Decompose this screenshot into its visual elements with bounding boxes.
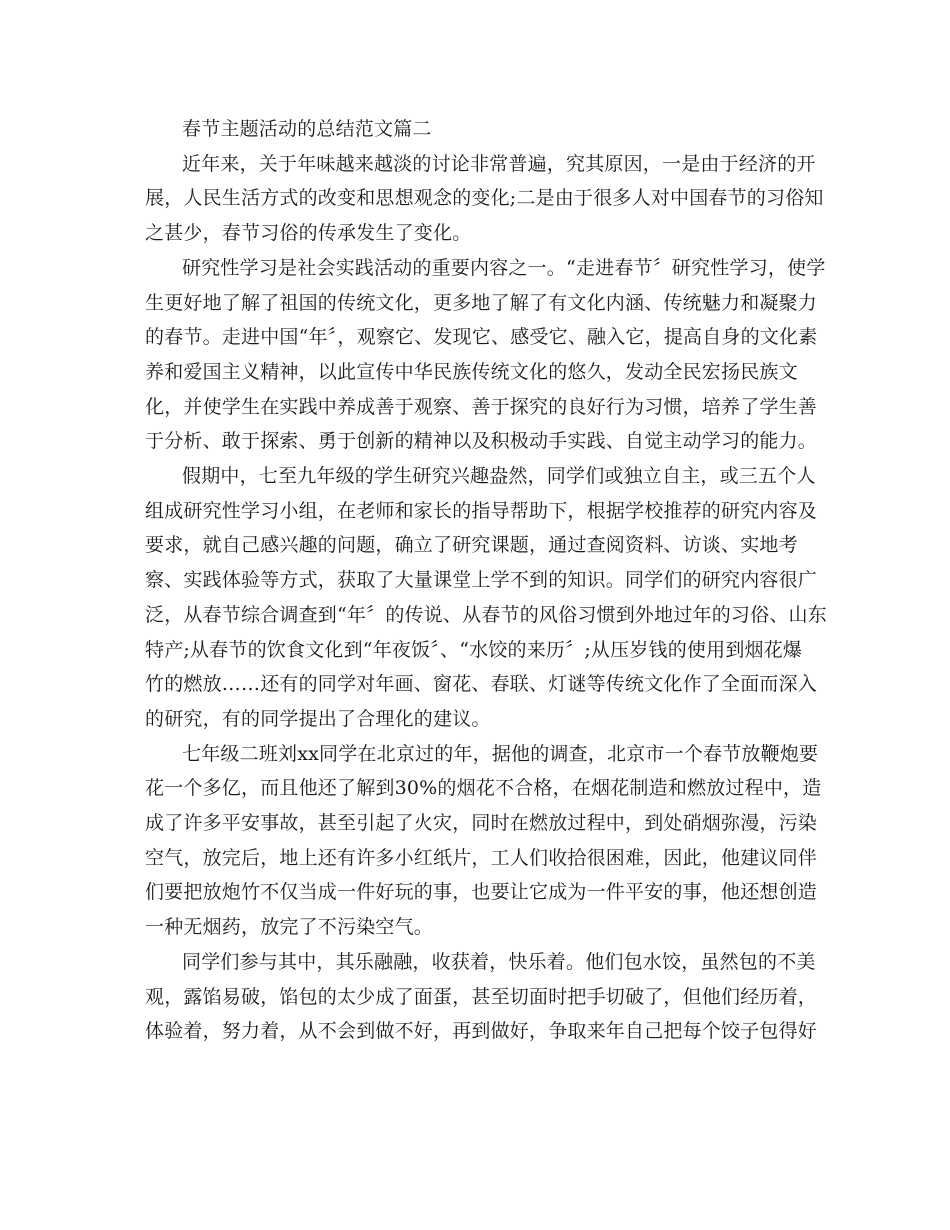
text-line: 于分析、敢于探索、勇于创新的精神以及积极动手实践、自觉主动学习的能力。 <box>145 430 818 453</box>
text-line: 的研究，有的同学提出了合理化的建议。 <box>145 707 491 730</box>
text-line: 一种无烟药，放完了不污染空气。 <box>145 916 434 939</box>
text-line: 观，露馅易破，馅包的太少成了面蛋，甚至切面时把手切破了，但他们经历着， <box>145 985 818 1008</box>
text-line: 组成研究性学习小组，在老师和家长的指导帮助下，根据学校推荐的研究内容及 <box>145 499 818 522</box>
text-line: 特产;从春节的饮食文化到“年夜饭〞、“水饺的来历〞;从压岁钱的使用到烟花爆 <box>145 638 803 661</box>
document-body <box>145 147 827 1049</box>
paragraph <box>145 147 824 251</box>
paragraph <box>145 459 827 737</box>
text-line: 研究性学习是社会实践活动的重要内容之一。“走进春节〞研究性学习，使学 <box>182 256 826 279</box>
text-line: 同学们参与其中，其乐融融，收获着，快乐着。他们包水饺，虽然包的不美 <box>182 950 816 973</box>
text-line: 生更好地了解了祖国的传统文化，更多地了解了有文化内涵、传统魅力和凝聚力 <box>145 291 818 314</box>
text-line: 养和爱国主义精神，以此宣传中华民族传统文化的悠久，发动全民宏扬民族文 <box>145 360 798 383</box>
text-line: 花一个多亿，而且他还了解到30%的烟花不合格，在烟花制造和燃放过程中，造 <box>145 777 822 800</box>
text-line: 之甚少，春节习俗的传承发生了变化。 <box>145 222 472 245</box>
text-line: 空气，放完后，地上还有许多小红纸片，工人们收拾很困难，因此，他建议同伴 <box>145 846 818 869</box>
paragraph <box>145 945 818 1049</box>
text-line: 化，并使学生在实践中养成善于观察、善于探究的良好行为习惯，培养了学生善 <box>145 395 818 418</box>
text-line: 近年来，关于年味越来越淡的讨论非常普遍，究其原因，一是由于经济的开 <box>182 152 816 175</box>
text-line: 的春节。走进中国“年〞，观察它、发现它、感受它、融入它，提高自身的文化素 <box>145 326 818 349</box>
paragraph <box>145 251 826 459</box>
text-line: 要求，就自己感兴趣的问题，确立了研究课题，通过查阅资料、访谈、实地考 <box>145 534 798 557</box>
text-line: 察、实践体验等方式，获取了大量课堂上学不到的知识。同学们的研究内容很广 <box>145 569 818 592</box>
text-line: 七年级二班刘xx同学在北京过的年，据他的调查，北京市一个春节放鞭炮要 <box>182 742 819 765</box>
text-line: 体验着，努力着，从不会到做不好，再到做好，争取来年自己把每个饺子包得好 <box>145 1020 818 1043</box>
text-line: 竹的燃放……还有的同学对年画、窗花、春联、灯谜等传统文化作了全面而深入 <box>145 673 818 696</box>
document-page <box>145 112 827 1049</box>
text-line: 们要把放炮竹不仅当成一件好玩的事，也要让它成为一件平安的事，他还想创造 <box>145 881 818 904</box>
paragraph <box>145 737 822 945</box>
document-title: 春节主题活动的总结范文篇二 <box>182 118 432 140</box>
text-line: 泛，从春节综合调查到“年〞的传说、从春节的风俗习惯到外地过年的习俗、山东 <box>145 603 827 626</box>
text-line: 假期中，七至九年级的学生研究兴趣盎然，同学们或独立自主，或三五个人 <box>182 465 816 488</box>
text-line: 成了许多平安事故，甚至引起了火灾，同时在燃放过程中，到处硝烟弥漫，污染 <box>145 812 818 835</box>
text-line: 展，人民生活方式的改变和思想观念的变化;二是由于很多人对中国春节的习俗知 <box>145 187 824 210</box>
